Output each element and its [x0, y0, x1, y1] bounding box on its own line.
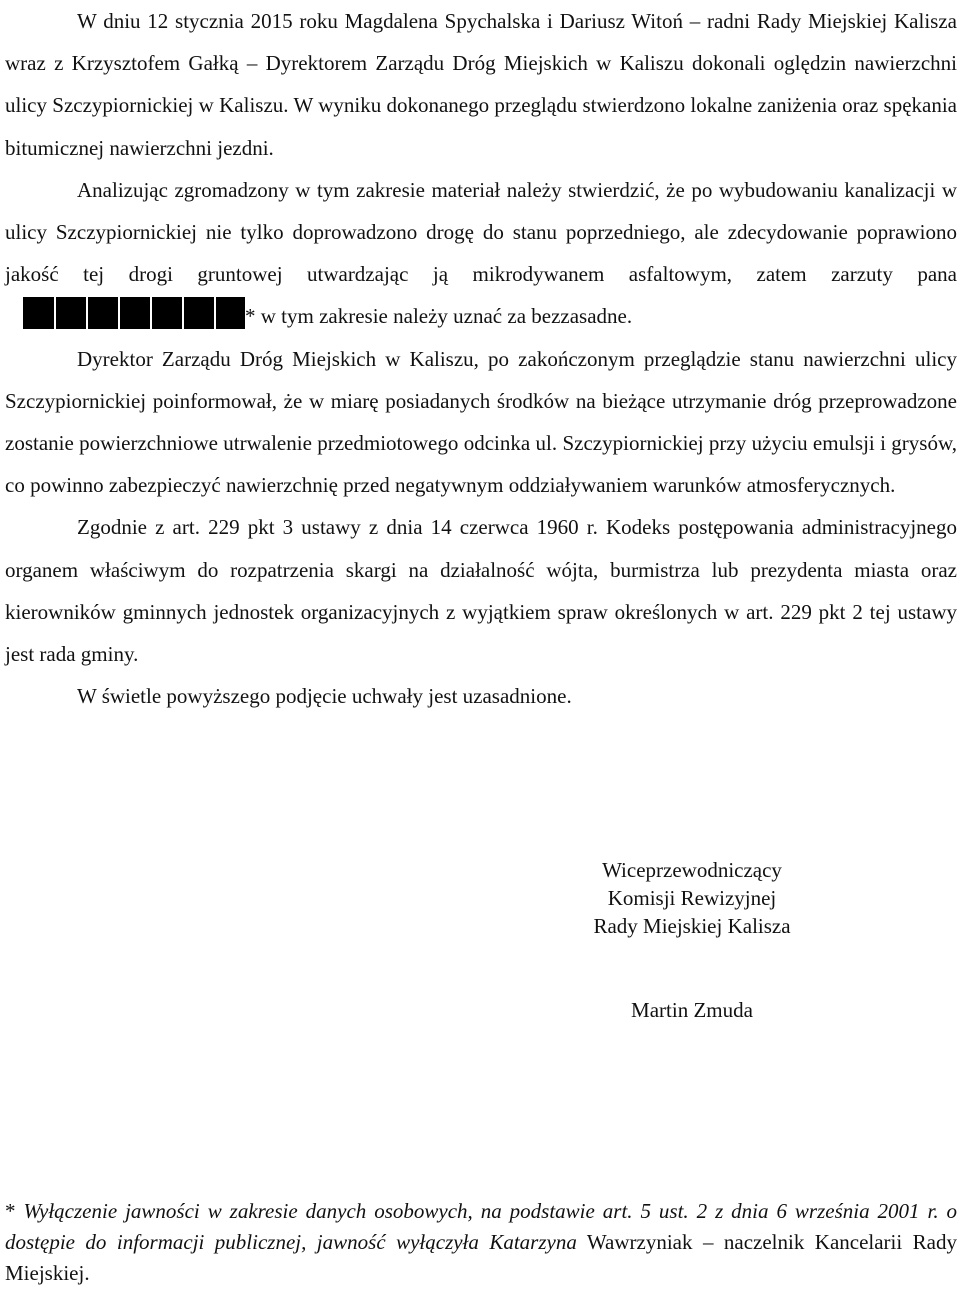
signature-title-block [560, 856, 824, 940]
paragraph-legal-basis-text: Zgodnie z art. 229 pkt 3 ustawy z dnia 14 czerwca 1960 r. Kodeks postępowania administracyjnego organem właściwym do rozpatrzenia skargi na działalność wójta, burmistrza lub prezydenta miasta oraz kierowników gminnych jednostek organizacyjnych z wyjątkiem spraw określonych w art. 229 pkt 2 tej ustawy jest rada gminy. [5, 515, 957, 667]
signatory-name: Martin Zmuda [631, 998, 753, 1022]
footnote [5, 1196, 957, 1289]
signature-title-line-1: Wiceprzewodniczący [602, 858, 782, 882]
paragraph-conclusion-text: W świetle powyższego podjęcie uchwały jest uzasadnione. [77, 684, 572, 709]
document-body [5, 0, 957, 717]
paragraph-analysis-text-before: Analizując zgromadzony w tym zakresie materiał należy stwierdzić, że po wybudowaniu kanalizacji w ulicy Szczypiornickiej nie tylko doprowadzono drogę do stanu poprzedniego, ale zdecydowanie poprawiono jakość tej drogi gruntowej utwardzając ją mikrodywanem asfaltowym, zatem zarzuty pana [5, 177, 957, 287]
paragraph-inspection-text: W dniu 12 stycznia 2015 roku Magdalena Spychalska i Dariusz Witoń – radni Rady Miejskiej Kalisza wraz z Krzysztofem Gałką – Dyrektorem Zarządu Dróg Miejskich w Kaliszu dokonali oględzin nawierzchni ulicy Szczypiornickiej w Kaliszu. W wyniku dokonanego przeglądu stwierdzono lokalne zaniżenia oraz spękania bitumicznej nawierzchni jezdni. [5, 9, 957, 160]
paragraph-conclusion [5, 675, 957, 717]
paragraph-director-text: Dyrektor Zarządu Dróg Miejskich w Kaliszu, po zakończonym przeglądzie stanu nawierzchni ulicy Szczypiornickiej poinformował, że w miarę posiadanych środków na bieżące utrzymanie dróg przeprowadzone zostanie powierzchniowe utrwalenie przedmiotowego odcinka ul. Szczypiornickiej przy użyciu emulsji i grysów, co powinno zabezpieczyć nawierzchnię przed negatywnym oddziaływaniem warunków atmosferycznych. [5, 346, 957, 498]
footnote-italic-text: Wyłączenie jawności w zakresie danych osobowych, na podstawie art. 5 ust. 2 z dnia 6 września 2001 r. o dostępie do informacji publicznej, jawność wyłączyła Katarzyna [5, 1199, 958, 1254]
paragraph-legal-basis [5, 506, 957, 675]
paragraph-inspection [5, 0, 957, 169]
footnote-plain-text: Wawrzyniak – naczelnik Kancelarii Rady Miejskiej. [5, 1230, 957, 1285]
signature-title-line-2: Komisji Rewizyjnej [607, 886, 777, 910]
footnote-marker: * [5, 1199, 16, 1223]
redaction-box [23, 297, 245, 329]
paragraph-director [5, 338, 957, 507]
signature-title-line-3: Rady Miejskiej Kalisza [593, 914, 791, 938]
paragraph-analysis-text-after: * w tym zakresie należy uznać za bezzasadne. [245, 304, 633, 329]
paragraph-analysis [5, 169, 957, 338]
signature-name-block [560, 996, 824, 1024]
